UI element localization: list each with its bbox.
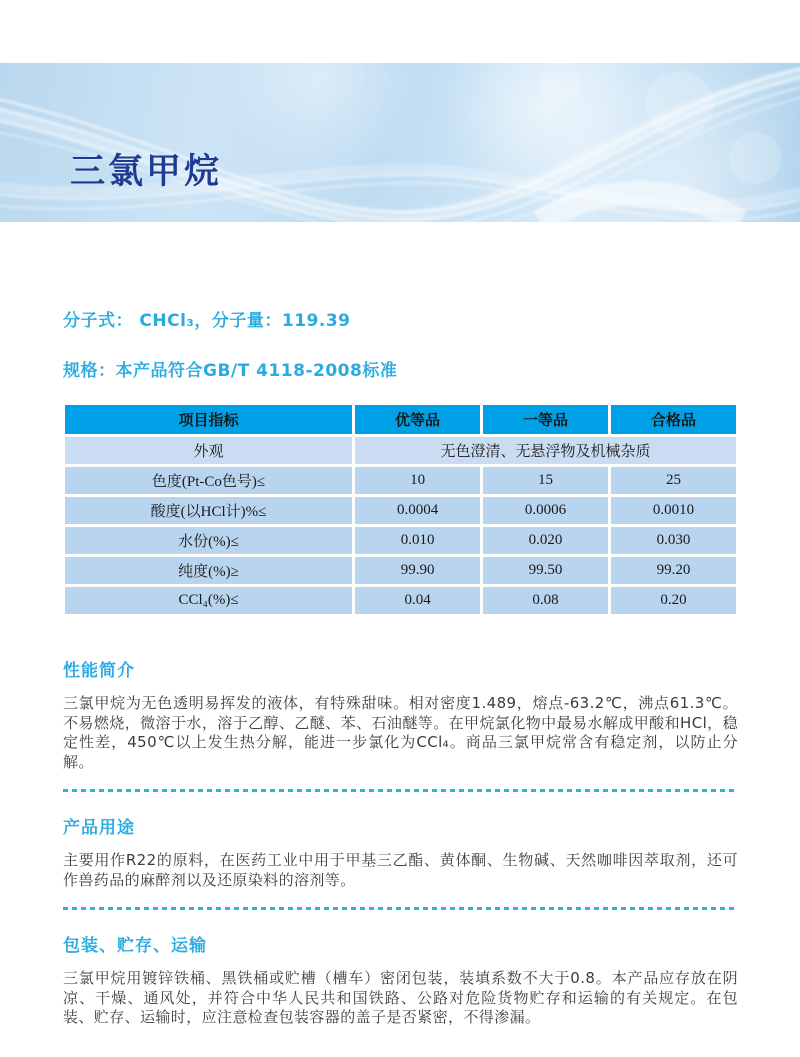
cell-value: 0.010: [355, 527, 480, 554]
cell-value: 0.0004: [355, 497, 480, 524]
section-heading-uses: 产品用途: [63, 818, 135, 838]
row-label: 色度(Pt-Co色号)≤: [65, 467, 352, 494]
table-row-acidity: [65, 497, 736, 524]
row-label: 纯度(%)≥: [65, 557, 352, 584]
cell-value: 99.90: [355, 557, 480, 584]
row-label: 酸度(以HCl计)%≤: [65, 497, 352, 524]
banner-wave-graphic: [0, 63, 800, 222]
page-title: 三氯甲烷: [70, 152, 223, 192]
table-row-color: [65, 467, 736, 494]
cell-value: 0.0010: [611, 497, 736, 524]
row-span-value: 无色澄清、无悬浮物及机械杂质: [355, 437, 736, 464]
cell-value: 25: [611, 467, 736, 494]
spec-table-header-row: [65, 405, 736, 434]
cell-value: 15: [483, 467, 608, 494]
table-row-appearance: [65, 437, 736, 464]
table-row-moisture: [65, 527, 736, 554]
cell-value: 0.020: [483, 527, 608, 554]
table-row-ccl4: [65, 587, 736, 614]
cell-value: 0.20: [611, 587, 736, 614]
row-label: 外观: [65, 437, 352, 464]
banner: [0, 63, 800, 222]
section-heading-performance: 性能简介: [63, 661, 135, 681]
row-label: CCl₄(%)≤: [65, 587, 352, 614]
spec-table: [62, 402, 739, 617]
section-body-packaging: 三氯甲烷用镀锌铁桶、黑铁桶或贮槽（槽车）密闭包装，装填系数不大于0.8。本产品应存放在阴凉、干燥、通风处，并符合中华人民共和国铁路、公路对危险货物贮存和运输的有关规定。在包装、贮存、运输时，应注意检查包装容器的盖子是否紧密，不得渗漏。: [63, 969, 738, 1026]
cell-value: 0.08: [483, 587, 608, 614]
molecular-formula-line: 分子式： CHCl₃，分子量：119.39: [63, 311, 351, 331]
column-header-item: 项目指标: [65, 405, 352, 434]
table-row-purity: [65, 557, 736, 584]
dashed-divider: [63, 789, 738, 792]
cell-value: 10: [355, 467, 480, 494]
content: [63, 222, 738, 1028]
row-label: 水份(%)≤: [65, 527, 352, 554]
cell-value: 0.04: [355, 587, 480, 614]
column-header-premium: 优等品: [355, 405, 480, 434]
cell-value: 99.20: [611, 557, 736, 584]
section-body-uses: 主要用作R22的原料，在医药工业中用于甲基三乙酯、黄体酮、生物碱、天然咖啡因萃取剂，还可作兽药品的麻醉剂以及还原染料的溶剂等。: [63, 851, 738, 889]
dashed-divider: [63, 907, 738, 910]
cell-value: 99.50: [483, 557, 608, 584]
section-heading-packaging: 包装、贮存、运输: [63, 936, 207, 956]
cell-value: 0.030: [611, 527, 736, 554]
column-header-first-grade: 一等品: [483, 405, 608, 434]
column-header-qualified: 合格品: [611, 405, 736, 434]
section-body-performance: 三氯甲烷为无色透明易挥发的液体，有特殊甜味。相对密度1.489，熔点-63.2℃，沸点61.3℃。不易燃烧，微溶于水，溶于乙醇、乙醚、苯、石油醚等。在甲烷氯化物中最易水解成甲酸和HCl，稳定性差，450℃以上发生热分解，能进一步氯化为CCl₄。商品三氯甲烷常含有稳定剂，以防止分解。: [63, 694, 738, 771]
spec-standard-line: 规格：本产品符合GB/T 4118-2008标准: [63, 361, 398, 381]
cell-value: 0.0006: [483, 497, 608, 524]
